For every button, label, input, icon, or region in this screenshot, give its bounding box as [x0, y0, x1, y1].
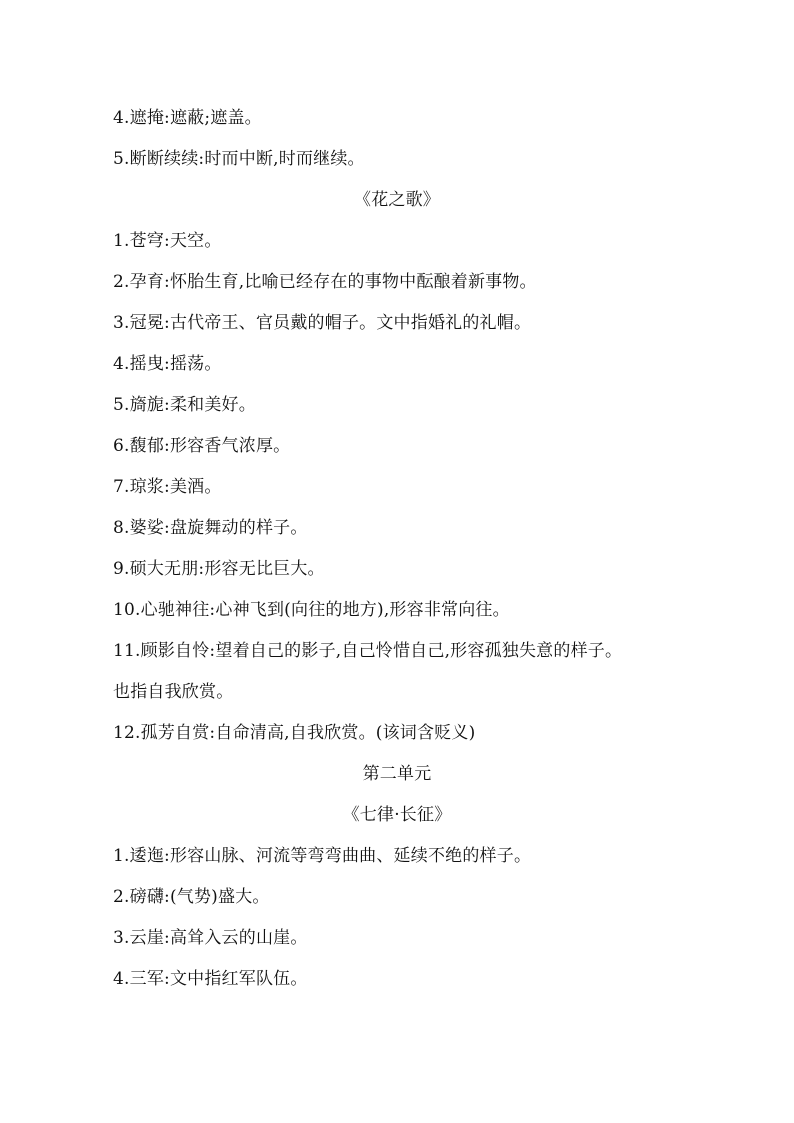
- section-title-qilv-changzheng: 《七律·长征》: [342, 805, 452, 825]
- entry-duanduanxuxu: 5.断断续续:时而中断,时而继续。: [113, 149, 365, 169]
- entry-shuodawupeng: 9.硕大无朋:形容无比巨大。: [113, 559, 325, 579]
- entry-qiongjiang: 7.琼浆:美酒。: [113, 477, 222, 497]
- entry-yaoye: 4.摇曳:摇荡。: [113, 354, 222, 374]
- entry-sanjun: 4.三军:文中指红军队伍。: [113, 969, 308, 989]
- entry-guyingzilian: 11.顾影自怜:望着自己的影子,自己怜惜自己,形容孤独失意的样子。: [113, 641, 623, 661]
- entry-yunya: 3.云崖:高耸入云的山崖。: [113, 928, 308, 948]
- section-title-huazhige: 《花之歌》: [354, 190, 440, 210]
- entry-weiyi: 1.逶迤:形容山脉、河流等弯弯曲曲、延续不绝的样子。: [113, 846, 532, 866]
- unit-heading-second: 第二单元: [362, 764, 432, 784]
- entry-zheyan: 4.遮掩:遮蔽;遮盖。: [113, 108, 262, 128]
- entry-guanmian: 3.冠冕:古代帝王、官员戴的帽子。文中指婚礼的礼帽。: [113, 313, 532, 333]
- entry-guyingzilian-continued: 也指自我欣赏。: [113, 682, 234, 702]
- entry-yini: 5.旖旎:柔和美好。: [113, 395, 256, 415]
- entry-xinchishenwang: 10.心驰神往:心神飞到(向往的地方),形容非常向往。: [113, 600, 510, 620]
- entry-pangbo: 2.磅礴:(气势)盛大。: [113, 887, 270, 907]
- entry-yunyu: 2.孕育:怀胎生育,比喻已经存在的事物中酝酿着新事物。: [113, 272, 537, 292]
- entry-gufangzishang: 12.孤芳自赏:自命清高,自我欣赏。(该词含贬义): [113, 723, 476, 743]
- entry-posuo: 8.婆娑:盘旋舞动的样子。: [113, 518, 308, 538]
- entry-cangqiong: 1.苍穹:天空。: [113, 231, 222, 251]
- entry-fuyu: 6.馥郁:形容香气浓厚。: [113, 436, 291, 456]
